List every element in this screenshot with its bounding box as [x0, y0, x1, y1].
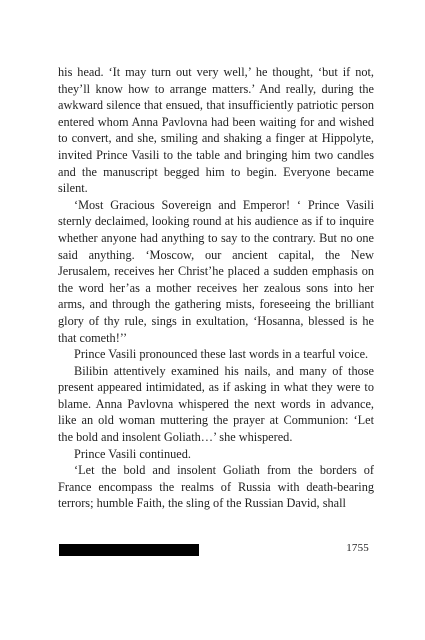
page-number: 1755	[346, 542, 369, 554]
paragraph: Prince Vasili pronounced these last words in a tearful voice.	[74, 347, 369, 362]
paragraph: his head. ‘It may turn out very well,’ he thought, ‘but if not, they’ll know how to arrange matters.’ And really, during the awkward silence that ensued, that insufficiently patriotic person entered whom Anna Pavlovna had been waiting for and wished to convert, and she, smiling and shaking a finger at Hippolyte, invited Prince Vasili to the table and bringing him two candles and the manuscript begged him to begin. Everyone became silent.	[58, 65, 374, 196]
redaction-bar	[59, 544, 199, 556]
paragraph: ‘Most Gracious Sovereign and Emperor! ‘ Prince Vasili sternly declaimed, looking round at his audience as if to inquire whether anyone had anything to say to the contrary. But no one said anything. ‘Moscow, our ancient capital, the New Jerusalem, receives her Christ’he placed a sudden emphasis on the word her’as a mother receives her zealous sons into her arms, and through the gathering mists, foreseeing the brilliant glory of thy rule, sings in exultation, ‘Hosanna, blessed is he that cometh!’’	[58, 197, 374, 345]
paragraph: Prince Vasili continued.	[74, 446, 191, 461]
paragraph: Bilibin attentively examined his nails, and many of those present appeared intimidated, as if asking in what they were to blame. Anna Pavlovna whispered the next words in advance, like an old woman muttering the prayer at Communion: ‘Let the bold and insolent Goliath…’ she whispered.	[58, 363, 374, 445]
body-text	[58, 64, 374, 512]
paragraph: ‘Let the bold and insolent Goliath from the borders of France encompass the realms of Russia with death-bearing terrors; humble Faith, the sling of the Russian David, shall	[58, 463, 374, 511]
